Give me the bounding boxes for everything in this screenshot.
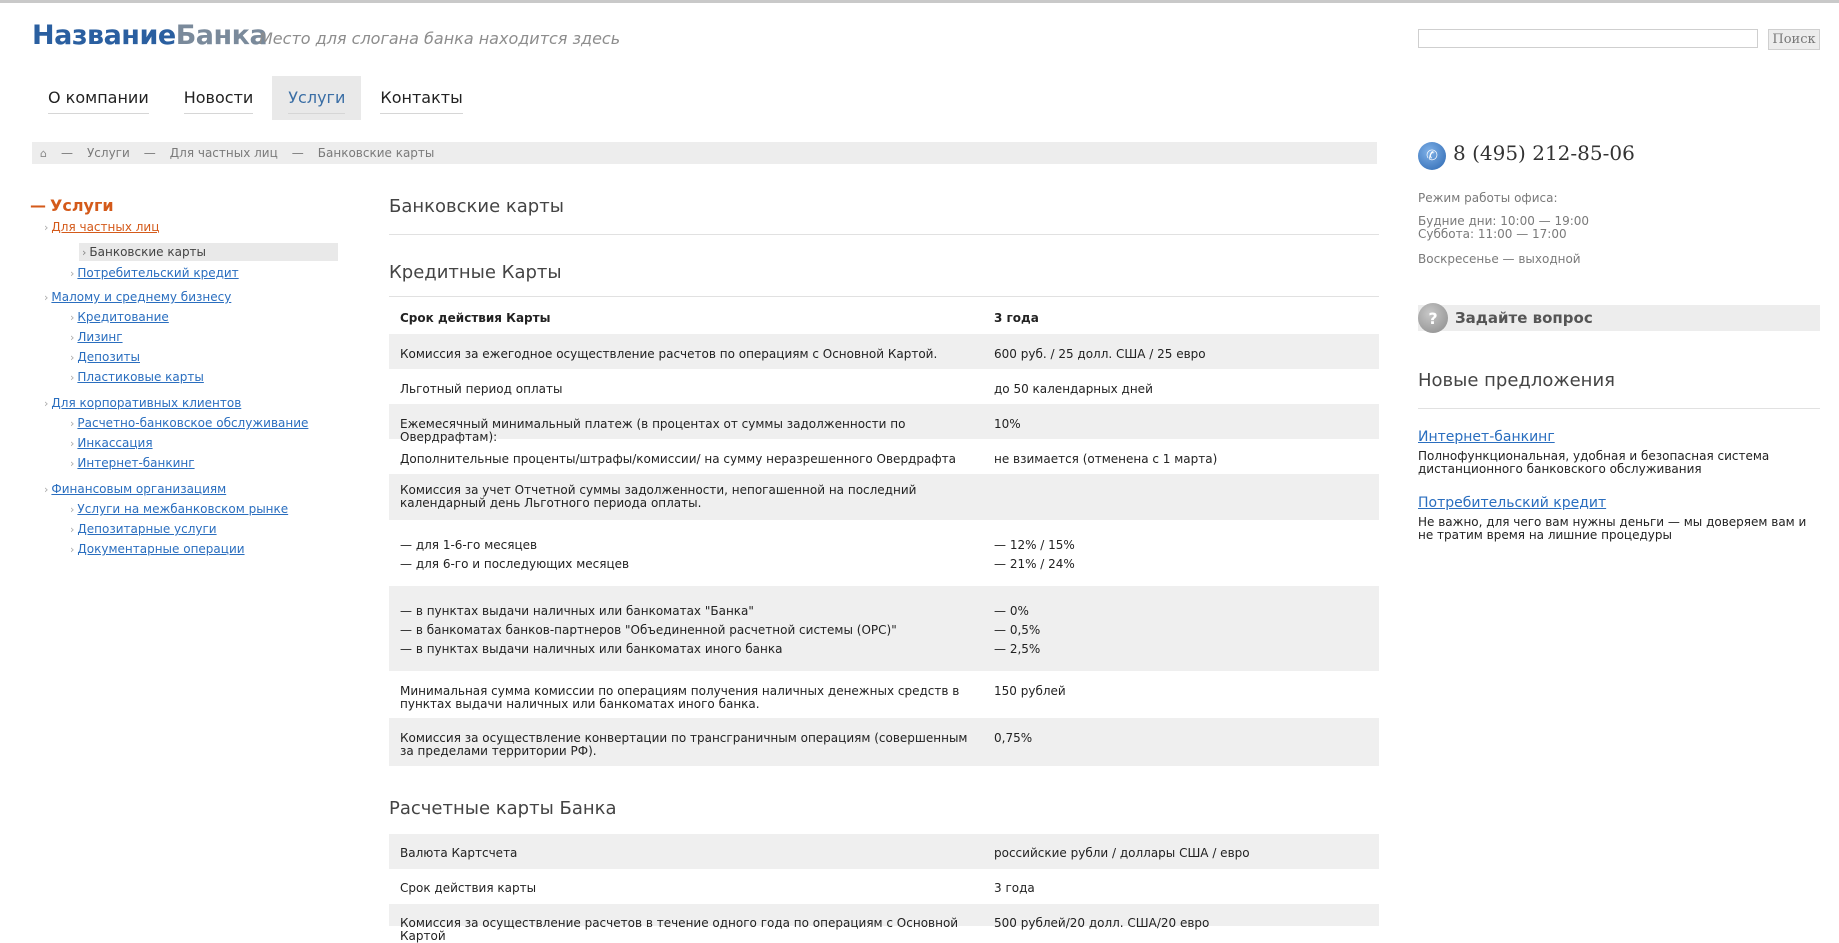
- table-cell-line: — 2,5%: [994, 642, 1041, 656]
- table-cell: 10%: [994, 417, 1021, 431]
- left-menu-item-label: Депозиты: [77, 350, 140, 364]
- table-cell-line: — в пунктах выдачи наличных или банкоматах "Банка": [400, 604, 754, 618]
- left-menu-item-collection[interactable]: [70, 436, 153, 450]
- ask-question-label[interactable]: Задайте вопрос: [1455, 309, 1593, 327]
- left-menu-group-label: Для корпоративных клиентов: [51, 396, 242, 410]
- chevron-right-icon: ›: [70, 457, 75, 470]
- left-menu-group-label: Финансовым организациям: [51, 482, 227, 496]
- table-cell: [400, 539, 975, 577]
- left-menu-group-label: Малому и среднему бизнесу: [51, 290, 232, 304]
- table-cell-line: — в пунктах выдачи наличных или банкоматах иного банка: [400, 642, 783, 656]
- table-cell: [994, 605, 1364, 662]
- table-cell: [994, 539, 1364, 577]
- nav-item-label: Контакты: [380, 88, 462, 114]
- left-menu-item-label: Инкассация: [77, 436, 153, 450]
- offer-link-consumer-credit[interactable]: Потребительский кредит: [1418, 495, 1607, 511]
- chevron-right-icon: ›: [82, 245, 87, 259]
- left-menu-item-label: Услуги на межбанковском рынке: [77, 502, 289, 516]
- table-cell-line: — 21% / 24%: [994, 557, 1075, 571]
- left-menu-item-internet-banking[interactable]: [70, 456, 195, 470]
- offer-link-internet-banking[interactable]: Интернет-банкинг: [1418, 429, 1555, 445]
- left-menu-item-cards[interactable]: [79, 243, 338, 261]
- chevron-right-icon: ›: [70, 503, 75, 516]
- offer-description: Полнофункциональная, удобная и безопасная система дистанционного банковского обслуживания: [1418, 449, 1770, 476]
- chevron-right-icon: ›: [70, 523, 75, 536]
- chevron-right-icon: ›: [44, 221, 49, 234]
- left-menu-item-plastic-cards[interactable]: [70, 370, 204, 384]
- table-cell: 3 года: [994, 311, 1039, 325]
- table-row: [389, 718, 1379, 766]
- table-cell: не взимается (отменена с 1 марта): [994, 452, 1218, 466]
- office-hours-label: Режим работы офиса:: [1418, 191, 1558, 205]
- chevron-right-icon: ›: [44, 397, 49, 410]
- breadcrumb: [32, 142, 1377, 164]
- chevron-right-icon: ›: [70, 331, 75, 344]
- left-menu-group-private[interactable]: [44, 220, 159, 234]
- table-cell: 3 года: [994, 881, 1035, 895]
- question-icon[interactable]: ?: [1418, 303, 1448, 333]
- table-cell: [400, 605, 975, 662]
- chevron-right-icon: ›: [44, 483, 49, 496]
- table-cell: Минимальная сумма комиссии по операциям получения наличных денежных средств в пунктах выдачи наличных или банкоматах иного банка.: [400, 684, 960, 711]
- left-menu-group-corporate[interactable]: [44, 396, 241, 410]
- top-border: [0, 0, 1839, 3]
- search-button[interactable]: Поиск: [1768, 29, 1820, 50]
- divider: [389, 296, 1379, 297]
- table-cell: Комиссия за учет Отчетной суммы задолженности, непогашенной на последний календарный день Льготного периода оплаты.: [400, 483, 917, 510]
- table-cell: 150 рублей: [994, 684, 1066, 698]
- chevron-right-icon: ›: [70, 371, 75, 384]
- left-menu-item-settlement[interactable]: [70, 416, 308, 430]
- table-row: [389, 869, 1379, 904]
- table-row: [389, 520, 1379, 586]
- nav-item-label: Услуги: [288, 88, 345, 114]
- table-cell: 0,75%: [994, 731, 1033, 745]
- chevron-right-icon: ›: [70, 543, 75, 556]
- table-row: [389, 474, 1379, 520]
- table-cell: Льготный период оплаты: [400, 382, 563, 396]
- left-menu-item-consumer-credit[interactable]: [70, 266, 239, 280]
- breadcrumb-item-private[interactable]: Для частных лиц: [169, 146, 278, 160]
- table-cell-line: — 0%: [994, 604, 1029, 618]
- nav-item-news[interactable]: [168, 76, 270, 120]
- table-cell-line: — 12% / 15%: [994, 538, 1075, 552]
- table-cell-line: — в банкоматах банков-партнеров "Объединенной расчетной системы (ОРС)": [400, 623, 897, 637]
- phone-number[interactable]: 8 (495) 212-85-06: [1453, 141, 1635, 165]
- left-menu-item-label: Документарные операции: [77, 542, 245, 556]
- left-menu-item-label: Потребительский кредит: [77, 266, 239, 280]
- breadcrumb-separator: —: [291, 146, 304, 160]
- table-cell: 600 руб. / 25 долл. США / 25 евро: [994, 347, 1206, 361]
- table-row: [389, 298, 1379, 334]
- logo-part1: Название: [32, 20, 176, 51]
- search-input[interactable]: [1418, 29, 1758, 48]
- left-menu-item-label: Кредитование: [77, 310, 169, 324]
- office-hours-sunday: Воскресенье — выходной: [1418, 252, 1581, 266]
- breadcrumb-separator: —: [143, 146, 156, 160]
- office-hours-saturday: Суббота: 11:00 — 17:00: [1418, 227, 1567, 241]
- nav-item-services[interactable]: [272, 76, 361, 120]
- chevron-right-icon: ›: [70, 267, 75, 280]
- debit-section-title: Расчетные карты Банка: [389, 798, 617, 819]
- left-menu-item-label: Банковские карты: [89, 245, 207, 259]
- table-row: [389, 334, 1379, 369]
- left-menu-group-label: Для частных лиц: [51, 220, 160, 234]
- left-menu-item-deposits[interactable]: [70, 350, 140, 364]
- left-menu-item-label: Депозитарные услуги: [77, 522, 217, 536]
- nav-item-contacts[interactable]: [364, 76, 478, 120]
- chevron-right-icon: ›: [44, 291, 49, 304]
- table-cell: Валюта Картсчета: [400, 846, 518, 860]
- breadcrumb-item-services[interactable]: Услуги: [86, 146, 130, 160]
- offers-title: Новые предложения: [1418, 370, 1615, 391]
- offer-description: Не важно, для чего вам нужны деньги — мы доверяем вам и не тратим время на лишние процедуры: [1418, 515, 1807, 542]
- table-cell: Срок действия Карты: [400, 311, 551, 325]
- chevron-right-icon: ›: [70, 311, 75, 324]
- left-menu-group-sme[interactable]: [44, 290, 231, 304]
- left-menu-item-depositary[interactable]: [70, 522, 217, 536]
- table-row: [389, 586, 1379, 671]
- divider: [1418, 408, 1820, 409]
- table-cell: Комиссия за осуществление расчетов в течение одного года по операциям с Основной Картой: [400, 916, 959, 943]
- table-row: [389, 439, 1379, 474]
- main-nav: [32, 76, 482, 120]
- table-cell: Комиссия за осуществление конвертации по трансграничным операциям (совершенным за пределами территории РФ).: [400, 731, 968, 758]
- left-menu-item-documentary[interactable]: [70, 542, 245, 556]
- credit-section-title: Кредитные Карты: [389, 262, 562, 283]
- left-menu-item-label: Расчетно-банковское обслуживание: [77, 416, 309, 430]
- left-menu-title[interactable]: — Услуги: [30, 196, 114, 215]
- divider: [389, 234, 1379, 235]
- table-cell: российские рубли / доллары США / евро: [994, 846, 1250, 860]
- table-cell: Ежемесячный минимальный платеж (в процентах от суммы задолженности по Овердрафтам):: [400, 417, 906, 444]
- logo-part2: Банка: [175, 20, 268, 51]
- page-title: Банковские карты: [389, 196, 564, 217]
- table-row: [389, 904, 1379, 943]
- chevron-right-icon: ›: [70, 351, 75, 364]
- chevron-right-icon: ›: [70, 437, 75, 450]
- table-row: [389, 369, 1379, 404]
- left-menu-item-label: Пластиковые карты: [77, 370, 204, 384]
- slogan: Место для слогана банка находится здесь: [259, 29, 621, 48]
- table-row: [389, 404, 1379, 444]
- left-menu-item-interbank[interactable]: [70, 502, 288, 516]
- left-menu-item-label: Интернет-банкинг: [77, 456, 195, 470]
- table-row: [389, 834, 1379, 869]
- table-cell-line: — для 6-го и последующих месяцев: [400, 557, 630, 571]
- nav-item-about[interactable]: [32, 76, 165, 120]
- table-cell-line: — 0,5%: [994, 623, 1041, 637]
- left-menu-item-crediting[interactable]: [70, 310, 169, 324]
- home-icon[interactable]: ⌂: [40, 146, 47, 160]
- left-menu-item-leasing[interactable]: [70, 330, 123, 344]
- office-hours-weekdays: Будние дни: 10:00 — 19:00: [1418, 214, 1590, 228]
- table-cell: до 50 календарных дней: [994, 382, 1153, 396]
- table-cell: 500 рублей/20 долл. США/20 евро: [994, 916, 1210, 930]
- left-menu-item-label: Лизинг: [77, 330, 123, 344]
- table-cell: Комиссия за ежегодное осуществление расчетов по операциям с Основной Картой.: [400, 347, 938, 361]
- breadcrumb-separator: —: [60, 146, 73, 160]
- table-cell: Дополнительные проценты/штрафы/комиссии/ на сумму неразрешенного Овердрафта: [400, 452, 956, 466]
- bank-logo[interactable]: [32, 20, 267, 51]
- nav-item-label: Новости: [184, 88, 254, 114]
- table-cell: Срок действия карты: [400, 881, 537, 895]
- nav-item-label: О компании: [48, 88, 149, 114]
- left-menu-group-financial[interactable]: [44, 482, 226, 496]
- table-cell-line: — для 1-6-го месяцев: [400, 538, 538, 552]
- left-menu-title-label: Услуги: [50, 196, 114, 215]
- breadcrumb-item-cards: Банковские карты: [317, 146, 435, 160]
- table-row: [389, 671, 1379, 718]
- chevron-right-icon: ›: [70, 417, 75, 430]
- phone-icon: ✆: [1418, 142, 1446, 170]
